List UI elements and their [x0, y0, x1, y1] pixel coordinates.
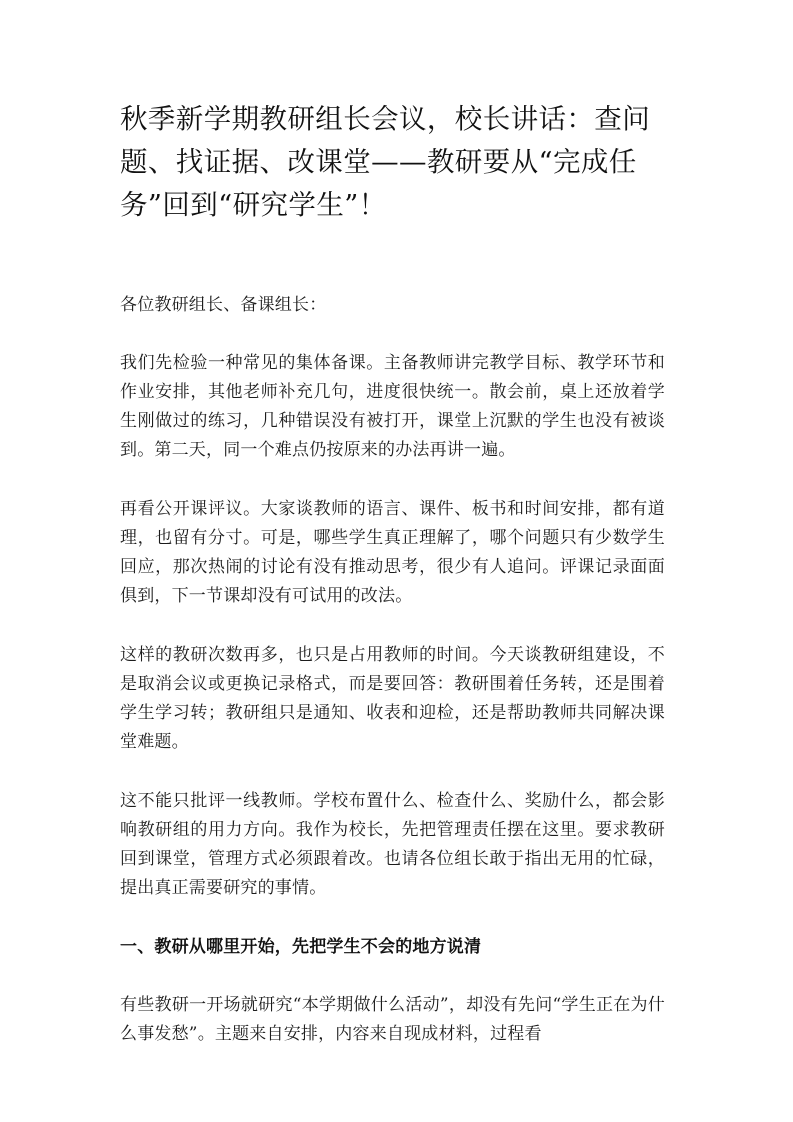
paragraph-1: 我们先检验一种常见的集体备课。主备教师讲完教学目标、教学环节和作业安排，其他老师补充几句，进度很快统一。散会前，桌上还放着学生刚做过的练习，几种错误没有被打开，课堂上沉默的学生也没有被谈到。第二天，同一个难点仍按原来的办法再讲一遍。: [120, 353, 665, 460]
section-heading: 一、教研从哪里开始，先把学生不会的地方说清: [120, 937, 482, 957]
salutation: 各位教研组长、备课组长：: [120, 295, 327, 315]
section-paragraph: 有些教研一开场就研究“本学期做什么活动”，却没有先问“学生正在为什么事发愁”。主题来自安排，内容来自现成材料，过程看: [120, 995, 665, 1044]
document-page: [120, 98, 665, 1079]
paragraph-2: 再看公开课评议。大家谈教师的语言、课件、板书和时间安排，都有道理，也留有分寸。可是，哪些学生真正理解了，哪个问题只有少数学生回应，那次热闹的讨论有没有推动思考，很少有人追问。评课记录面面俱到，下一节课却没有可试用的改法。: [120, 499, 665, 606]
paragraph-4: 这不能只批评一线教师。学校布置什么、检查什么、奖励什么，都会影响教研组的用力方向。我作为校长，先把管理责任摆在这里。要求教研回到课堂，管理方式必须跟着改。也请各位组长敢于指出无用的忙碌，提出真正需要研究的事情。: [120, 791, 665, 898]
paragraph-3: 这样的教研次数再多，也只是占用教师的时间。今天谈教研组建设，不是取消会议或更换记录格式，而是要回答：教研围着任务转，还是围着学生学习转；教研组只是通知、收表和迎检，还是帮助教师共同解决课堂难题。: [120, 645, 665, 752]
document-title: 秋季新学期教研组长会议，校长讲话：查问题、找证据、改课堂——教研要从“完成任务”回到“研究学生”！: [120, 103, 651, 221]
